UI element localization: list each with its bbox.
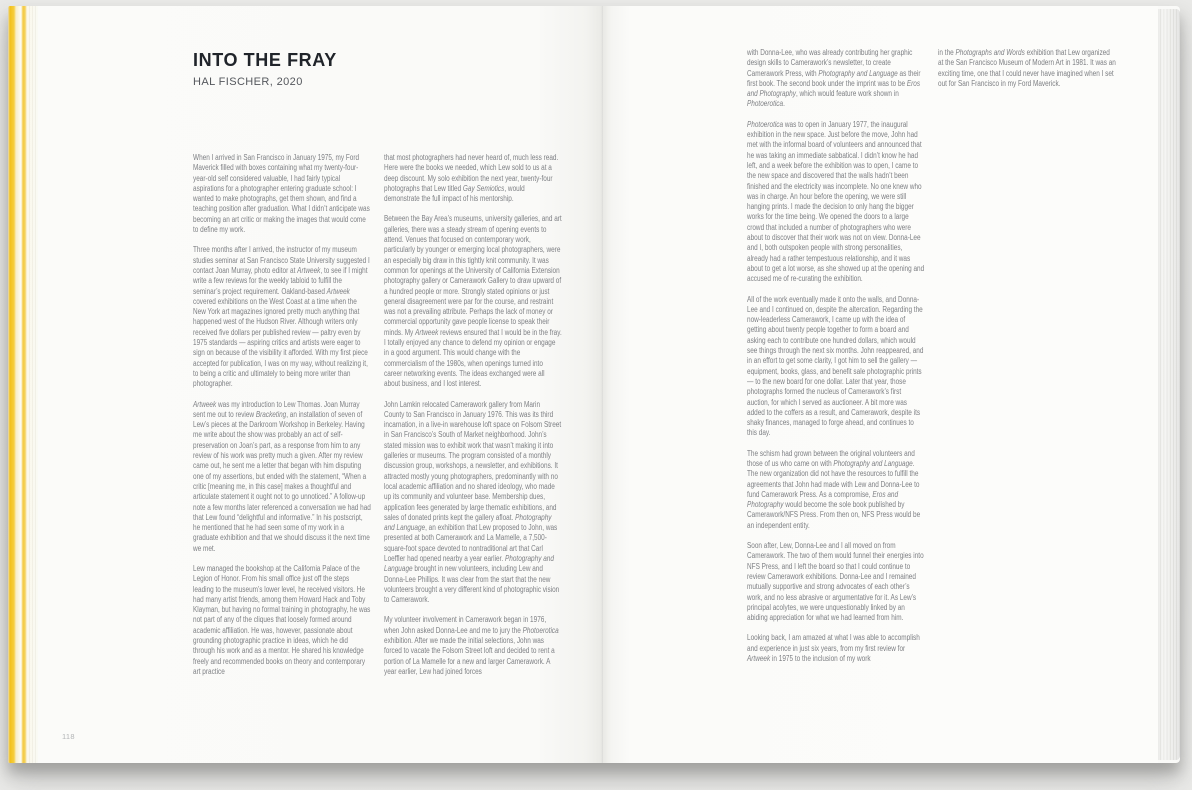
paragraph: that most photographers had never heard of, much less read. Here were the books we needed, which Lew sold to us at a deep discount. My solo exhibition the next year, twenty-four photographs that Lew titled Gay Semiotics, would demonstrate the full impact of his mentorship. — [384, 153, 559, 204]
paragraph: The schism had grown between the original volunteers and those of us who came on with Photography and Language. The new organization did not have the resources to fulfill the agreements that John had made with Lew and Donna-Lee to fund Camerawork Press. As a compromise, Eros and Photography would become the sole book published by Camerawork/NFS Press. From then on, NFS Press would be an independent entity. — [747, 448, 921, 530]
paragraph: Soon after, Lew, Donna-Lee and I all moved on from Camerawork. The two of them would funnel their energies into NFS Press, and I left the board so that I could continue to review Camerawork exhibitions. Donna-Lee and I remained mutually supportive and strong advocates of each other’s work, and no less abrasive or argumentative for it. As Lew’s principal acolytes, we were unquestionably linked by an abiding appreciation for what we had learned from him. — [747, 541, 924, 623]
page-number: 118 — [62, 732, 75, 741]
text-column-right-2 — [938, 48, 1116, 99]
paragraph: Between the Bay Area’s museums, university galleries, and art galleries, there was a steady stream of opening events to attend. Venues that focused on contemporary work, particularly by younger or emerging local photographers, were an especially big draw in this tightly knit community. It was common for openings at the University of California Extension photography gallery or Camerawork Gallery to draw upward of a hundred people or more. Strongly stated opinions or just general disagreement were par for the course, and restraint was not a prevailing attribute. Perhaps the lack of money or commercial opportunity gave people license to speak their minds. My Artweek reviews ensured that I would be in the fray. I totally enjoyed any chance to defend my opinion or engage in a good argument. This would change with the commercialism of the 1980s, when openings turned into career networking events. The ideas exchanged were all about business, and I lost interest. — [384, 214, 562, 389]
essay-byline: HAL FISCHER, 2020 — [193, 76, 303, 88]
paragraph: Artweek was my introduction to Lew Thomas. Joan Murray sent me out to review Bracketing, an installation of seven of Lew’s pieces at the Darkroom Workshop in Berkeley. Having me write about the show was probably an act of self-preservation on Joan’s part, as a response from him to any review of his work was pretty much a given. After my review came out, he sent me a letter that began with him disputing one of my assertions, but ended with the statement, “When a critic [meaning me, in this case] makes a thoughtful and articulate statement it ought not to go unnoticed.” A follow-up note a few months later referenced a conversation we had had that Lew found “delightful and informative.” In his postscript, he mentioned that he had seen some of my work in a graduate exhibition and that we should discuss it the next time we met. — [193, 399, 371, 553]
text-column-right-1 — [747, 48, 925, 674]
text-column-left-2 — [384, 153, 562, 687]
book-fore-edge-right — [1158, 9, 1180, 760]
book-spread — [8, 6, 1180, 763]
paragraph: with Donna-Lee, who was already contributing her graphic design skills to Camerawork’s newsletter, to create Camerawork Press, with Photography and Language as their first book. The second book under the imprint was to be Eros and Photography, which would feature work shown in Photoerotica. — [747, 48, 921, 109]
paragraph: When I arrived in San Francisco in January 1975, my Ford Maverick filled with boxes containing what my twenty-four-year-old self considered valuable, I had fairly typical aspirations for a photographer entering graduate school: I wanted to make photographs, get them shown, and find a teaching position after graduation. What I didn’t anticipate was becoming an art critic or making the images that would come to define my work. — [193, 153, 370, 235]
page-left — [38, 6, 603, 763]
paragraph: Photoerotica was to open in January 1977, the inaugural exhibition in the new space. Just before the move, John had met with the informal board of volunteers and announced that he was taking an immediate sabbatical. I didn’t know he had left, and a week before the exhibition was to open, I came to the new space and discovered that the walls hadn’t been finished and the electricity was incomplete. No one knew who was in charge. An hour before the opening, we were still hanging prints. I made the decision to only hang the bigger works for the time being. We opened the doors to a large crowd that included a number of photographers who were about to discover that their work was not on view. Donna-Lee and I, both outspoken people with strong personalities, already had a rather tempestuous relationship, and it was about to get a lot worse, as she showed up at the opening and accused me of re-curating the exhibition. — [747, 119, 925, 284]
text-column-left-1 — [193, 153, 371, 687]
paragraph: in the Photographs and Words exhibition that Lew organized at the San Francisco Museum of Modern Art in 1981. It was an exciting time, one that I could never have imagined when I set out for San Francisco in my Ford Maverick. — [938, 48, 1116, 88]
page-right — [603, 6, 1158, 763]
paragraph: My volunteer involvement in Camerawork began in 1976, when John asked Donna-Lee and me to jury the Photoerotica exhibition. After we made the initial selections, John was forced to vacate the Folsom Street loft and decided to rent a portion of La Mamelle for a new and larger Camerawork. A year earlier, Lew had joined forces — [384, 615, 559, 676]
essay-title: INTO THE FRAY — [193, 50, 337, 70]
paragraph: Looking back, I am amazed at what I was able to accomplish and experience in just six years, from my first review for Artweek in 1975 to the inclusion of my work — [747, 633, 920, 664]
paragraph: Lew managed the bookshop at the California Palace of the Legion of Honor. From his small office just off the steps leading to the museum’s lower level, he received visitors. He had many artist friends, among them Howard Hack and Toby Klayman, but having no formal training in photography, he was not part of any of the cliques that loosely formed around academic affiliation. He was, however, passionate about grounding photographic practice in ideas, which he did through his work and as a mentor. He shared his knowledge freely and recommended books on theory and contemporary art practice — [193, 563, 371, 676]
paragraph: John Lamkin relocated Camerawork gallery from Marin County to San Francisco in January 1976. This was its third incarnation, in a live-in warehouse loft space on Folsom Street in San Francisco’s South of Market neighborhood. John’s stated mission was to exhibit work that wasn’t making it into galleries or museums. The program consisted of a monthly discussion group, workshops, a newsletter, and exhibitions. It attracted mostly young photographers, predominantly with no local academic affiliation and no shared ideology, who made up its community and volunteer base. Membership dues, application fees generated by large thematic exhibitions, and sales of donated prints kept the gallery afloat. Photography and Language, an exhibition that Lew proposed to John, was presented at both Camerawork and La Mamelle, a 7,500-square-foot space devoted to nontraditional art that Carl Loeffler had opened nearby a year earlier. Photography and Language brought in new volunteers, including Lew and Donna-Lee Phillips. It was clear from the start that the new volunteers brought a very different kind of photographic vision to Camerawork. — [384, 399, 562, 605]
book-fore-edge-left — [8, 6, 38, 763]
paragraph: Three months after I arrived, the instructor of my museum studies seminar at San Francisco State University suggested I contact Joan Murray, photo editor at Artweek, to see if I might write a few reviews for the weekly tabloid to fulfill the seminar’s project requirement. Oakland-based Artweek covered exhibitions on the West Coast at a time when the New York art magazines ignored pretty much anything that happened west of the Hudson River. Although writers only received five dollars per published review — paltry even by 1975 standards — aspiring critics and artists were eager to sign on because of the visibility it afforded. With my first piece accepted for publication, I was on my way, without realizing it, to being a critic and ultimately to being more writer than photographer. — [193, 245, 370, 389]
paragraph: All of the work eventually made it onto the walls, and Donna-Lee and I continued on, despite the altercation. Regarding the now-leaderless Camerawork, I came up with the idea of getting about twenty people together to form a board and asking each to contribute one hundred dollars, which would see things through the next six months. John reappeared, and in an effort to get some clarity, I got him to sell the gallery — equipment, books, glass, and benefit sale photographic prints — to the new board for one dollar. Later that year, those photographs formed the nucleus of Camerawork’s first auction, for which I served as auctioneer. A bit more was added to the coffers as a result, and Camerawork, despite its shaky finances, managed to forge ahead, and continues to this day. — [747, 294, 924, 438]
